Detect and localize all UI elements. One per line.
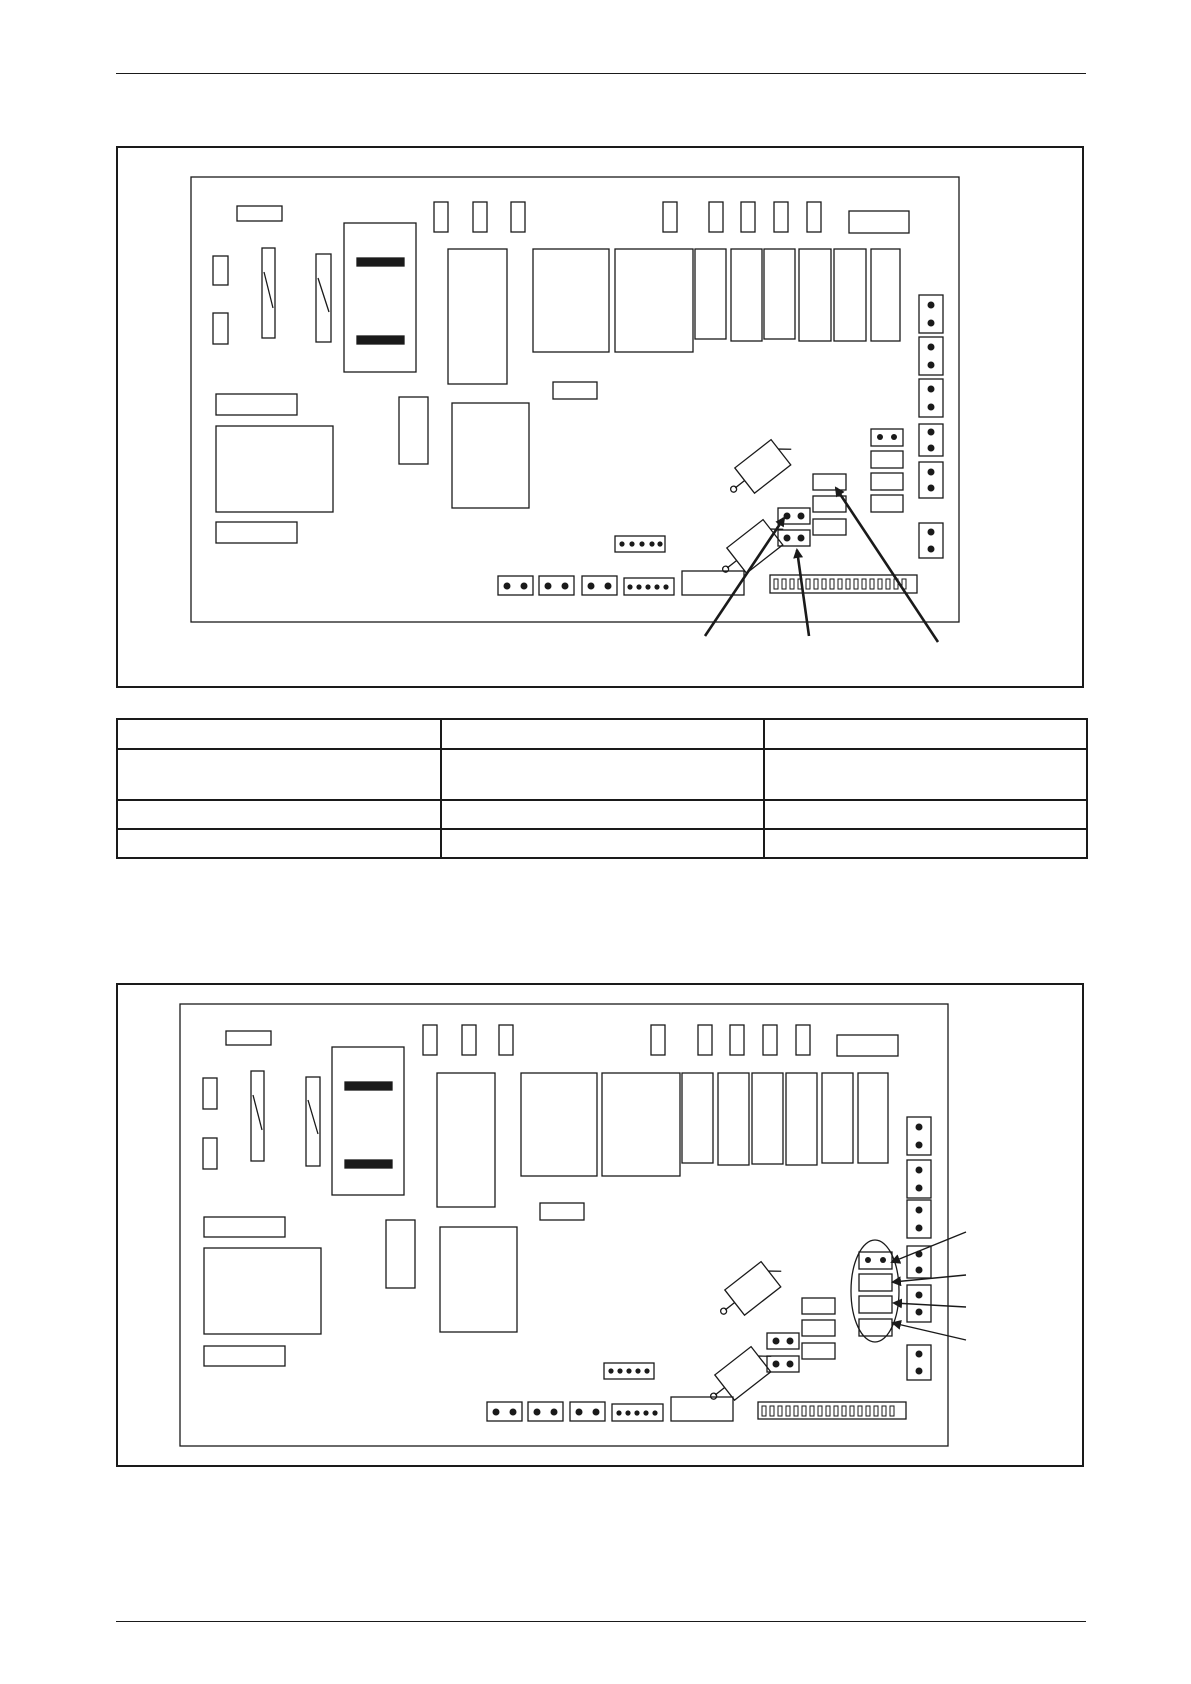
pointer-arrow-3 (894, 1303, 966, 1307)
table-cell (764, 829, 1087, 858)
header-rule (116, 73, 1086, 74)
table-cell (117, 800, 441, 829)
table-cell (441, 800, 764, 829)
transformer-block (332, 1047, 404, 1195)
spec-table (116, 718, 1088, 859)
footer-rule (116, 1621, 1086, 1622)
pointer-arrow-1 (705, 518, 784, 636)
table-cell (441, 719, 764, 749)
table-cell (117, 829, 441, 858)
table-cell (117, 719, 441, 749)
table-row (117, 749, 1087, 800)
table-cell (764, 749, 1087, 800)
pointer-arrow-2 (893, 1275, 966, 1282)
table-row (117, 829, 1087, 858)
figure-1-frame (116, 146, 1084, 688)
pcb-diagram-2 (118, 985, 1082, 1465)
pcb-board-outline (180, 1004, 948, 1446)
pointer-arrow-1 (892, 1232, 966, 1262)
pcb-diagram-1 (118, 148, 1082, 686)
pointer-arrow-3 (836, 488, 938, 642)
relay-large (448, 249, 507, 384)
table-cell (441, 749, 764, 800)
table-row (117, 800, 1087, 829)
transformer-block (344, 223, 416, 372)
table-cell (441, 829, 764, 858)
table-row (117, 719, 1087, 749)
pointer-arrow-4 (893, 1323, 966, 1340)
figure-2-frame (116, 983, 1084, 1467)
table-cell (764, 719, 1087, 749)
table-cell (117, 749, 441, 800)
table-cell (764, 800, 1087, 829)
